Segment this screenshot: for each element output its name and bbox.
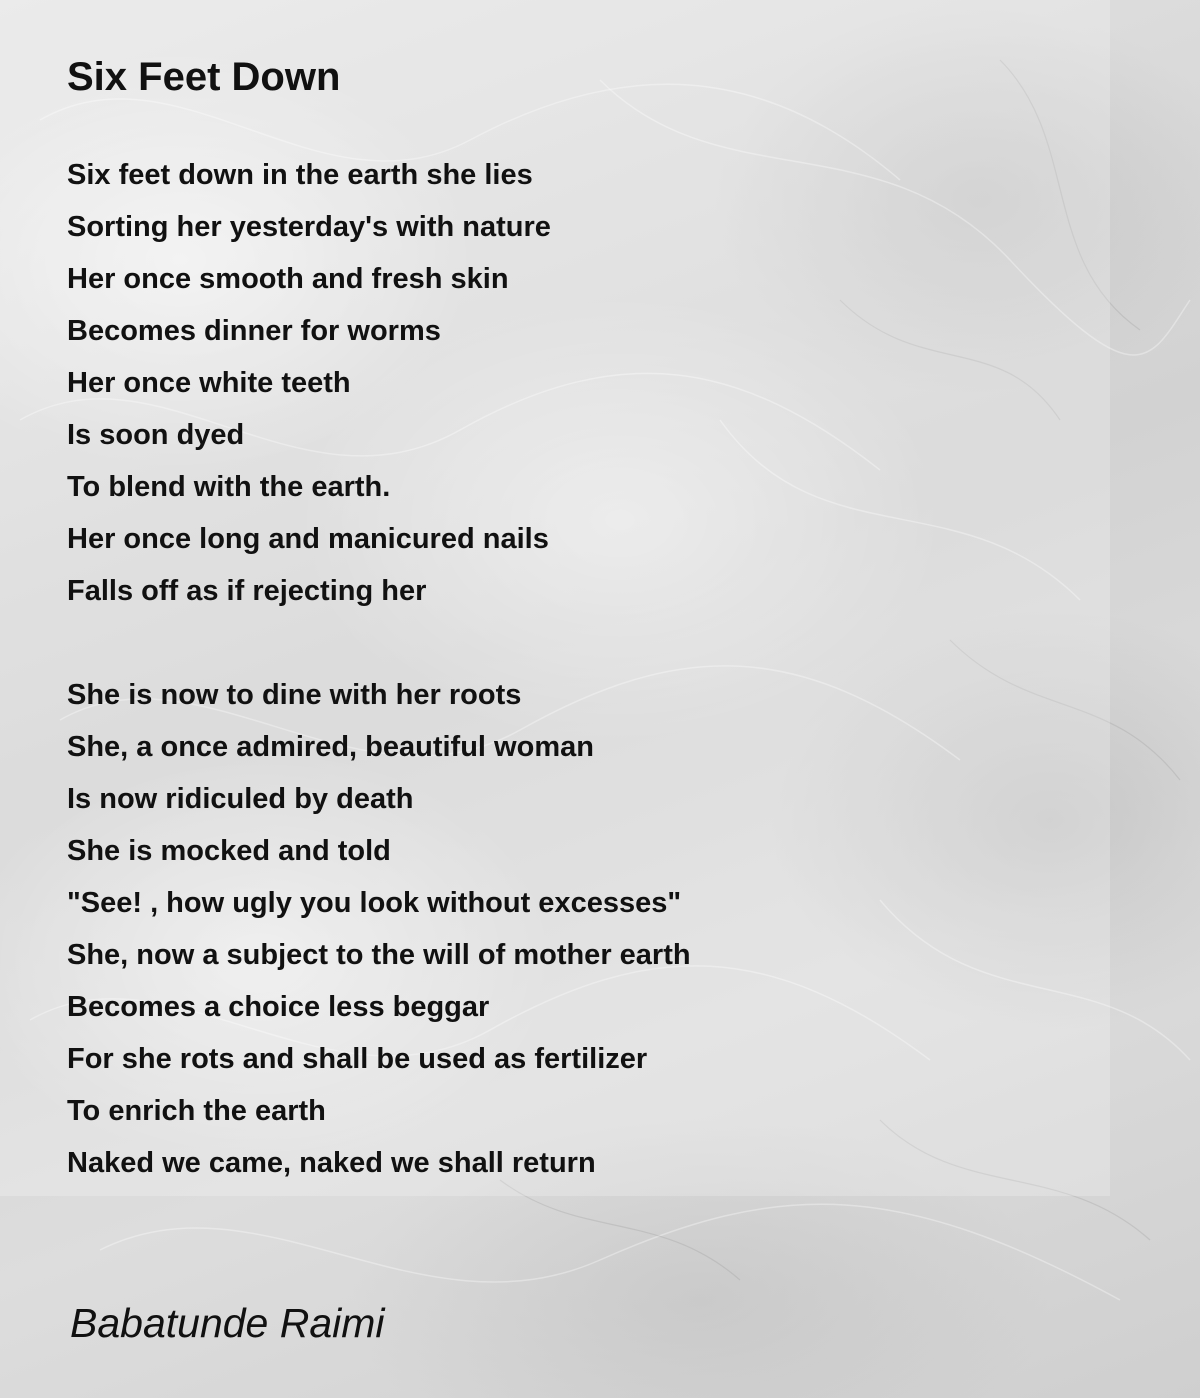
poem-line: Is soon dyed: [67, 419, 245, 451]
poem-line: Falls off as if rejecting her: [67, 575, 427, 607]
poem-line: Sorting her yesterday's with nature: [67, 211, 551, 243]
poem-line: She is now to dine with her roots: [67, 679, 522, 711]
poem-line: She is mocked and told: [67, 835, 391, 867]
poem-line: For she rots and shall be used as fertilizer: [67, 1043, 648, 1075]
poem-line: She, now a subject to the will of mother earth: [67, 939, 691, 971]
poem-line: Becomes dinner for worms: [67, 315, 441, 347]
poem-line: Naked we came, naked we shall return: [67, 1147, 596, 1179]
poem-title: Six Feet Down: [67, 55, 341, 99]
poem-line: "See! , how ugly you look without excesses": [67, 887, 682, 919]
poem-line: Six feet down in the earth she lies: [67, 159, 533, 191]
poem-line: To enrich the earth: [67, 1095, 326, 1127]
poem-line: Is now ridiculed by death: [67, 783, 414, 815]
poem-line: Her once smooth and fresh skin: [67, 263, 509, 295]
stanza-2: [67, 669, 691, 1189]
poem-line: She, a once admired, beautiful woman: [67, 731, 594, 763]
poem-line: Her once white teeth: [67, 367, 351, 399]
stanza-1: [67, 149, 551, 617]
poem-line: Becomes a choice less beggar: [67, 991, 490, 1023]
author-name: Babatunde Raimi: [70, 1300, 385, 1346]
poem-line: To blend with the earth.: [67, 471, 391, 503]
poem-line: Her once long and manicured nails: [67, 523, 549, 555]
